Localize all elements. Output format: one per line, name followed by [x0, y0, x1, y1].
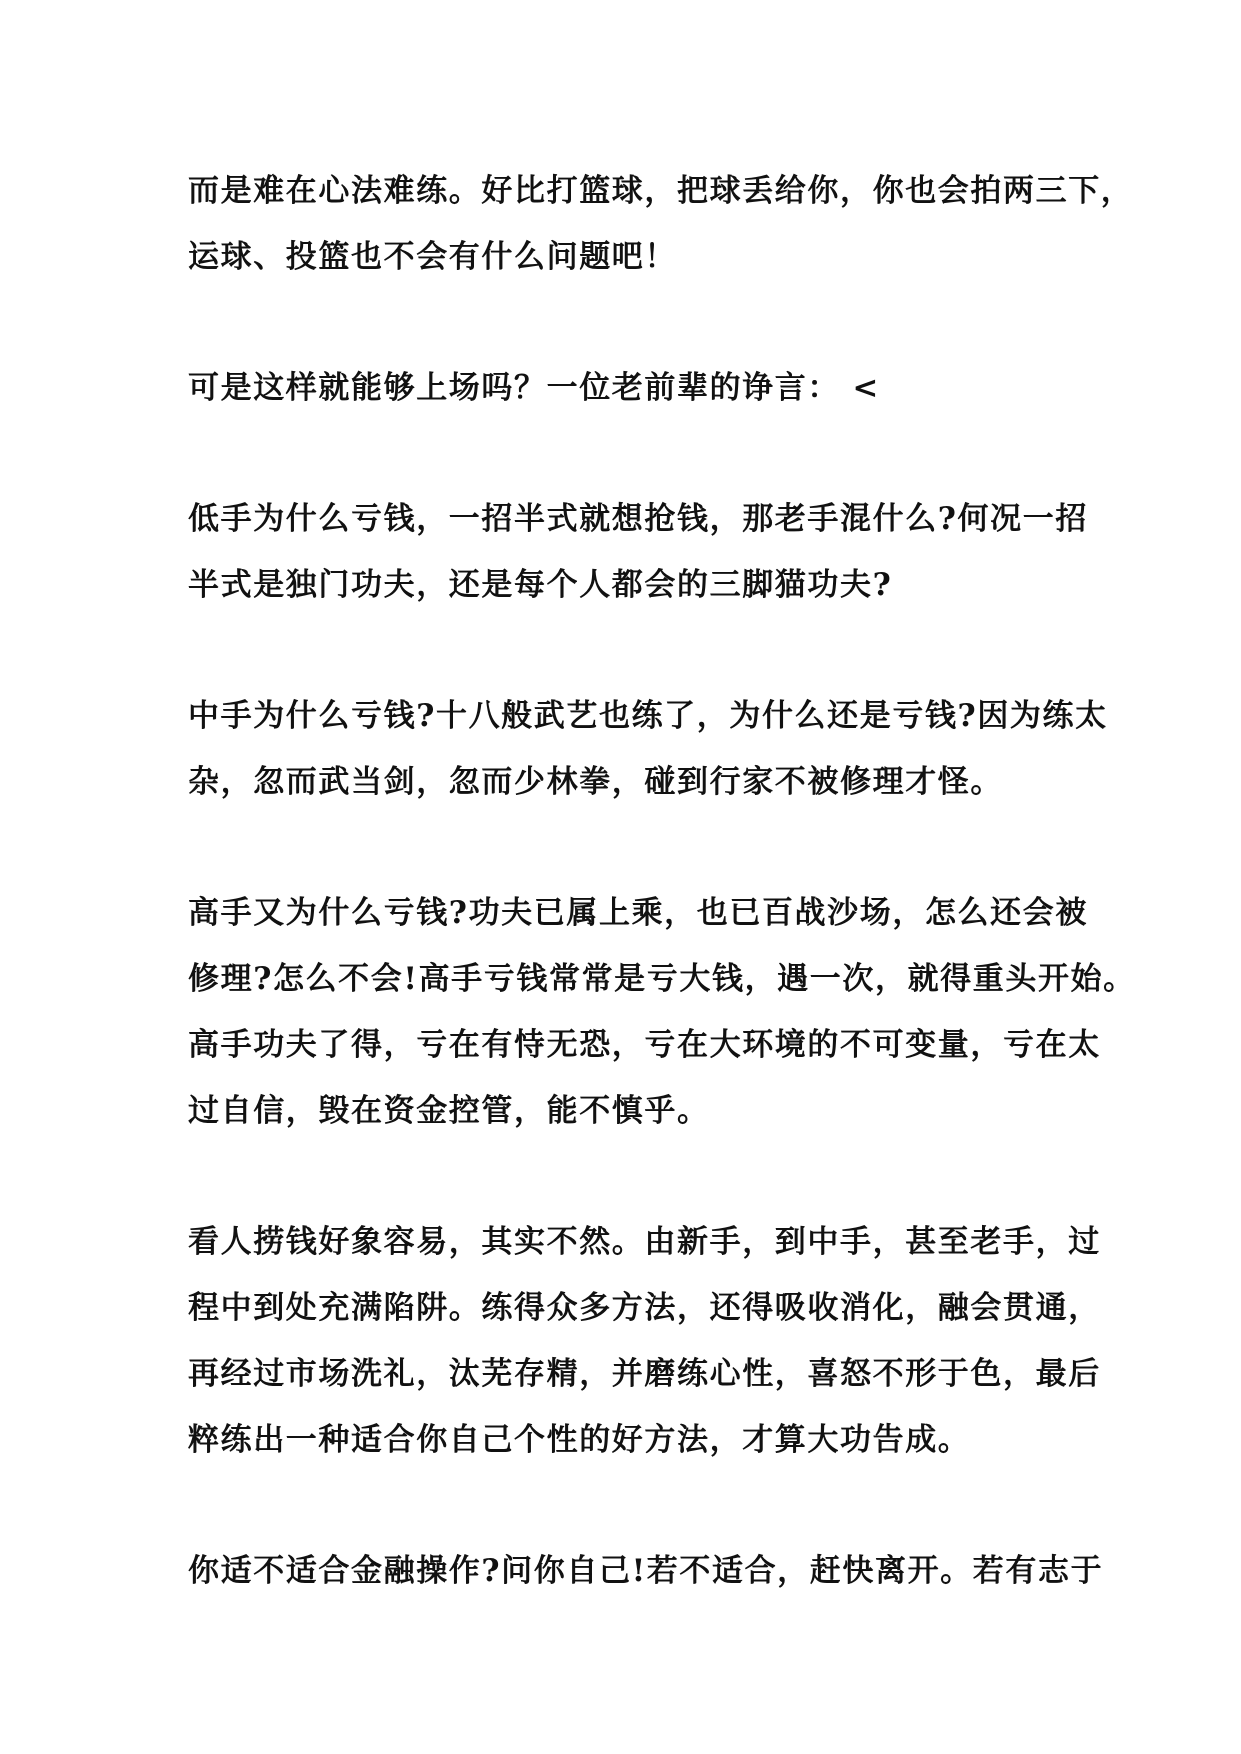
paragraph-expert — [188, 880, 1136, 1144]
text-line: 过自信，毁在资金控管，能不慎乎。 — [188, 1093, 710, 1129]
paragraph-novice — [188, 486, 1088, 618]
text-line: 粹练出一种适合你自己个性的好方法，才算大功告成。 — [188, 1422, 971, 1458]
text-line: 再经过市场洗礼，汰芜存精，并磨练心性，喜怒不形于色，最后 — [188, 1356, 1101, 1392]
text-line: 半式是独门功夫，还是每个人都会的三脚猫功夫? — [188, 567, 893, 603]
text-line: 杂，忽而武当剑，忽而少林拳，碰到行家不被修理才怪。 — [188, 764, 1003, 800]
document-body — [188, 158, 1136, 1669]
text-line: 你适不适合金融操作?问你自己!若不适合，赶快离开。若有志于 — [188, 1553, 1104, 1589]
text-line: 高手功夫了得，亏在有恃无恐，亏在大环境的不可变量，亏在太 — [188, 1027, 1101, 1063]
text-line: 看人捞钱好象容易，其实不然。由新手，到中手，甚至老手，过 — [188, 1224, 1101, 1260]
paragraph-basketball — [188, 158, 1134, 290]
text-line: 高手又为什么亏钱?功夫已属上乘，也已百战沙场，怎么还会被 — [188, 895, 1088, 931]
paragraph-process — [188, 1209, 1101, 1473]
text-line: 而是难在心法难练。好比打篮球，把球丢给你，你也会拍两三下， — [188, 173, 1134, 209]
text-line: 中手为什么亏钱?十八般武艺也练了，为什么还是亏钱?因为练太 — [188, 698, 1108, 734]
paragraph-intermediate — [188, 683, 1108, 815]
text-line: 低手为什么亏钱，一招半式就想抢钱，那老手混什么?何况一招 — [188, 501, 1088, 537]
paragraph-advice-intro — [188, 355, 1058, 421]
text-line: 可是这样就能够上场吗？一位老前辈的诤言： < — [188, 370, 880, 406]
text-line: 运球、投篮也不会有什么问题吧！ — [188, 239, 677, 275]
text-line: 修理?怎么不会!高手亏钱常常是亏大钱，遇一次，就得重头开始。 — [188, 961, 1136, 997]
paragraph-suitability — [188, 1538, 1104, 1604]
text-line: 程中到处充满陷阱。练得众多方法，还得吸收消化，融会贯通， — [188, 1290, 1101, 1326]
